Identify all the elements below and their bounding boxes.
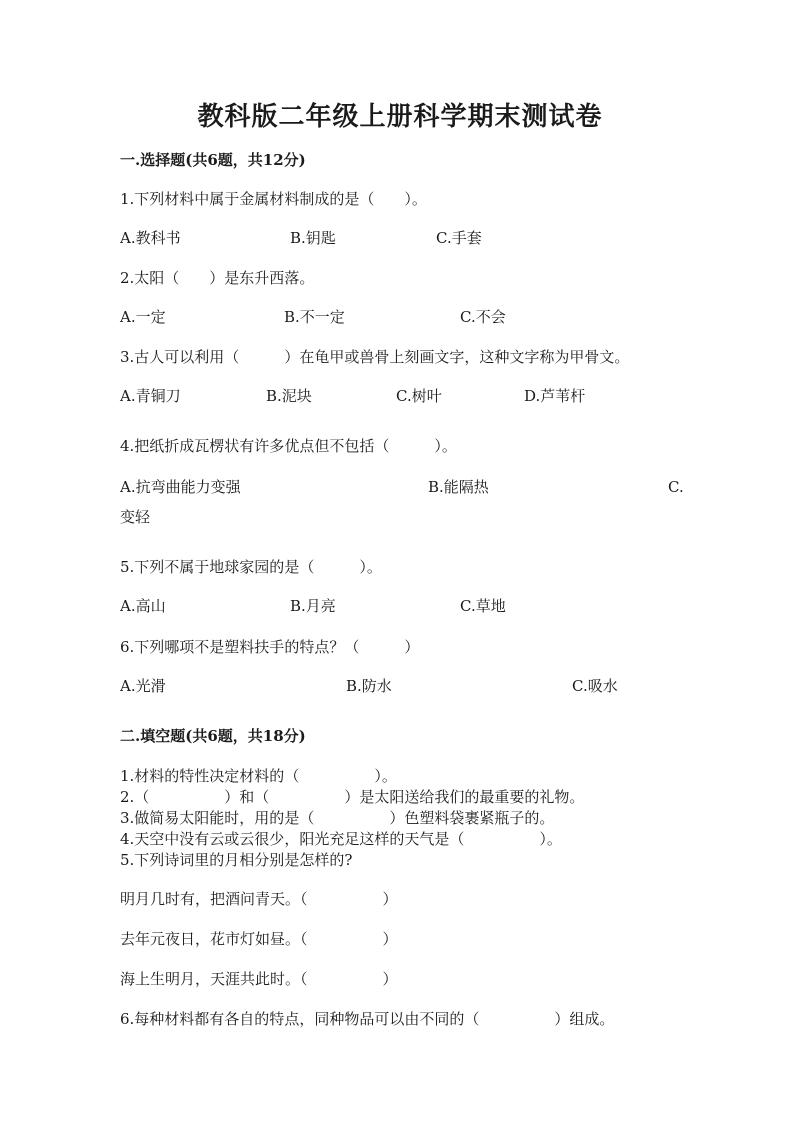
- fill-question-6: 6.每种材料都有各自的特点，同种物品可以由不同的（ ）组成。: [120, 1010, 615, 1028]
- fill-question-3: 3.做简易太阳能时，用的是（ ）色塑料袋裹紧瓶子的。: [120, 809, 555, 827]
- question-4: 4.把纸折成瓦楞状有许多优点但不包括（ ）。: [120, 437, 457, 455]
- poem-line-1: 明月几时有，把酒问青天。（ ）: [120, 890, 398, 908]
- q3-option-d: D.芦苇杆: [524, 387, 586, 405]
- fill-question-1: 1.材料的特性决定材料的（ ）。: [120, 767, 397, 785]
- q4-option-a: A.抗弯曲能力变强: [120, 478, 241, 496]
- exam-title: 教科版二年级上册科学期末测试卷: [197, 102, 603, 132]
- q4-option-c: C.: [668, 478, 684, 496]
- section2-heading: 二.填空题(共6题，共18分): [120, 727, 306, 745]
- q6-option-c: C.吸水: [572, 677, 618, 695]
- q3-option-b: B.泥块: [266, 387, 312, 405]
- question-3: 3.古人可以利用（ ）在龟甲或兽骨上刻画文字，这种文字称为甲骨文。: [120, 348, 630, 366]
- question-2: 2.太阳（ ）是东升西落。: [120, 269, 315, 287]
- fill-question-4: 4.天空中没有云或云很少，阳光充足这样的天气是（ ）。: [120, 830, 562, 848]
- fill-question-5: 5.下列诗词里的月相分别是怎样的?: [120, 851, 353, 869]
- poem-line-2: 去年元夜日，花市灯如昼。（ ）: [120, 930, 398, 948]
- q4-option-b: B.能隔热: [428, 478, 489, 496]
- q4-option-c-text: 变轻: [120, 508, 151, 526]
- q6-option-b: B.防水: [346, 677, 392, 695]
- q5-option-a: A.高山: [120, 597, 166, 615]
- question-6: 6.下列哪项不是塑料扶手的特点？（ ）: [120, 638, 420, 656]
- q2-option-a: A.一定: [120, 308, 166, 326]
- q3-option-a: A.青铜刀: [120, 387, 181, 405]
- q2-option-c: C.不会: [460, 308, 506, 326]
- q1-option-c: C.手套: [436, 229, 482, 247]
- q5-option-b: B.月亮: [290, 597, 336, 615]
- q1-option-b: B.钥匙: [290, 229, 336, 247]
- q3-option-c: C.树叶: [396, 387, 442, 405]
- q2-option-b: B.不一定: [284, 308, 345, 326]
- question-1: 1.下列材料中属于金属材料制成的是（ ）。: [120, 190, 427, 208]
- q5-option-c: C.草地: [460, 597, 506, 615]
- question-5: 5.下列不属于地球家园的是（ ）。: [120, 558, 382, 576]
- q1-option-a: A.教科书: [120, 229, 181, 247]
- poem-line-3: 海上生明月，天涯共此时。（ ）: [120, 970, 398, 988]
- fill-question-2: 2.（ ）和（ ）是太阳送给我们的最重要的礼物。: [120, 788, 585, 806]
- section1-heading: 一.选择题(共6题，共12分): [120, 151, 306, 169]
- q6-option-a: A.光滑: [120, 677, 166, 695]
